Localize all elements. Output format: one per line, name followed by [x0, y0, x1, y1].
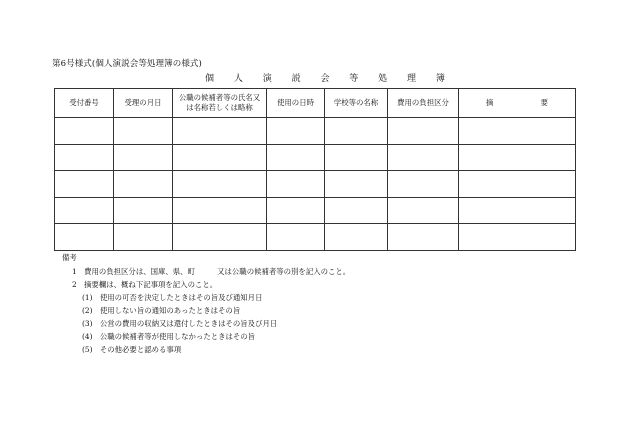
title-char: 会 — [320, 74, 330, 84]
table-row — [55, 224, 576, 251]
table-cell[interactable] — [173, 118, 267, 145]
table-row — [55, 144, 576, 171]
register-title — [205, 71, 445, 85]
table-cell[interactable] — [388, 171, 459, 198]
header-remarks — [459, 89, 576, 118]
title-char: 簿 — [435, 74, 445, 84]
table-cell[interactable] — [267, 144, 325, 171]
table-cell[interactable] — [459, 118, 576, 145]
table-row — [55, 171, 576, 198]
table-cell[interactable] — [388, 224, 459, 251]
table-cell[interactable] — [173, 171, 267, 198]
table-cell[interactable] — [173, 224, 267, 251]
table-cell[interactable] — [55, 144, 114, 171]
table-cell[interactable] — [114, 118, 173, 145]
table-cell[interactable] — [325, 224, 388, 251]
table-cell[interactable] — [114, 197, 173, 224]
table-cell[interactable] — [267, 118, 325, 145]
table-cell[interactable] — [114, 224, 173, 251]
table-cell[interactable] — [459, 224, 576, 251]
remarks-item: 2 摘要欄は、概ね下記事項を記入のこと。 — [72, 280, 218, 289]
title-char: 処 — [378, 74, 388, 84]
header-remarks-left: 摘 — [486, 98, 494, 107]
table-cell[interactable] — [388, 197, 459, 224]
table-cell[interactable] — [267, 197, 325, 224]
header-receipt-date: 受理の月日 — [114, 89, 173, 118]
table-cell[interactable] — [114, 144, 173, 171]
title-char: 演 — [262, 74, 272, 84]
header-school-name: 学校等の名称 — [325, 89, 388, 118]
table-cell[interactable] — [114, 171, 173, 198]
table-cell[interactable] — [388, 144, 459, 171]
table-cell[interactable] — [325, 197, 388, 224]
remarks-subitem: (3) 公営の費用の収納又は還付したときはその旨及び月日 — [82, 319, 278, 328]
table-cell[interactable] — [325, 118, 388, 145]
remarks-item: 1 費用の負担区分は、国庫、県、町 又は公職の候補者等の別を記入のこと。 — [72, 267, 351, 276]
remarks-section — [62, 251, 350, 356]
title-char: 等 — [349, 74, 359, 84]
form-number-label: 第6号様式(個人演説会等処理簿の様式) — [52, 59, 202, 69]
table-cell[interactable] — [459, 171, 576, 198]
table-row — [55, 197, 576, 224]
table-cell[interactable] — [55, 224, 114, 251]
register-table — [54, 88, 576, 251]
title-char: 説 — [291, 74, 301, 84]
title-char: 人 — [233, 74, 243, 84]
table-cell[interactable] — [459, 197, 576, 224]
table-cell[interactable] — [173, 144, 267, 171]
remarks-subitem: (5) その他必要と認める事項 — [82, 345, 182, 354]
table-cell[interactable] — [459, 144, 576, 171]
table-cell[interactable] — [325, 144, 388, 171]
table-cell[interactable] — [325, 171, 388, 198]
table-cell[interactable] — [388, 118, 459, 145]
table-cell[interactable] — [173, 197, 267, 224]
table-row — [55, 118, 576, 145]
title-char: 理 — [407, 74, 417, 84]
header-cost-category: 費用の負担区分 — [388, 89, 459, 118]
remarks-subitem: (4) 公職の候補者等が使用しなかったときはその旨 — [82, 332, 256, 341]
remarks-subitem: (1) 使用の可否を決定したときはその旨及び通知月日 — [82, 293, 263, 302]
table-cell[interactable] — [55, 197, 114, 224]
header-remarks-right: 要 — [540, 98, 548, 107]
table-cell[interactable] — [267, 224, 325, 251]
header-reception-number: 受付番号 — [55, 89, 114, 118]
table-cell[interactable] — [55, 171, 114, 198]
table-cell[interactable] — [55, 118, 114, 145]
remarks-subitem: (2) 使用しない旨の通知のあったときはその旨 — [82, 306, 241, 315]
remarks-heading: 備考 — [62, 253, 77, 262]
header-row — [55, 89, 576, 118]
table-cell[interactable] — [267, 171, 325, 198]
title-char: 個 — [205, 74, 215, 84]
header-usage-datetime: 使用の日時 — [267, 89, 325, 118]
header-candidate-name: 公職の候補者等の氏名又は名称若しくは略称 — [173, 89, 267, 118]
